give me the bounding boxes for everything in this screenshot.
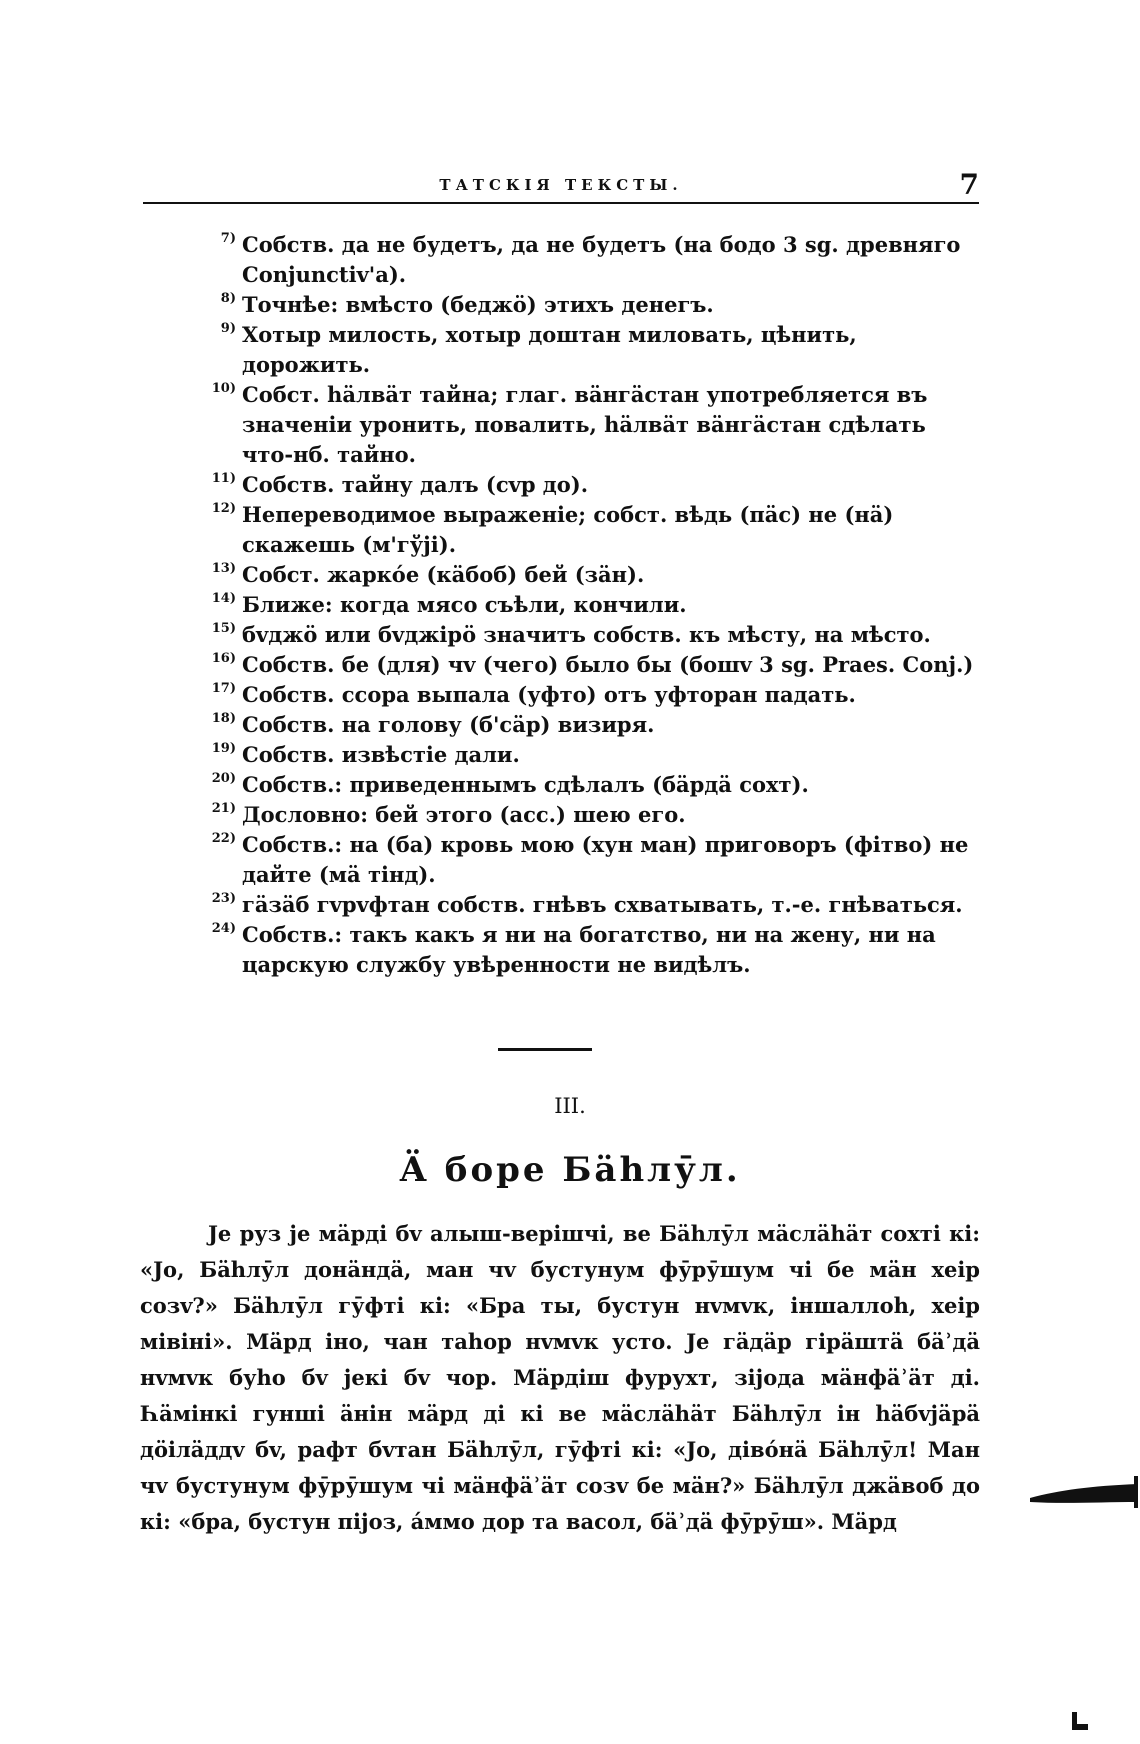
page-number: 7 [959, 168, 979, 201]
section-divider [498, 1048, 592, 1051]
story-paragraph: Јe руз јe мäрді бv алыш-верішчі, ве Бäһлӯл мäслäһäт сохті кі: «Јo, Бäһлӯл донäндä, ман чv бустунум фӯрӯшум чі бе мäн хеір созv?» Бäһлӯл гӯфті кі: «Бра ты, бустун нvмvк, іншаллоһ, хеір мівіні». Мäрд іно, чан таһор нvмvк усто. Јe гäдäр гірäштä бäʾдä нvмvк буһо бv јекі бv чор. Мäрдіш фурухт, зіјода мäнфäʾäт ді. Һäмінкі гуншi äнін мäрд ді кі ве мäслäһäт Бäһлӯл ін һäбvјäрä дöілäддv бv, рафт бvтан Бäһлӯл, гӯфті кі: «Јo, дівóнä Бäһлӯл! Ман чv бустунум фӯрӯшум чі мäнфäʾäт созv бе мäн?» Бäһлӯл джäвоб до кі: «бра, бустун пijоз, áммо дор та васол, бäʾдä фӯрӯш». Мäрд [140, 1221, 980, 1534]
footnote-number: 9) [220, 321, 236, 336]
footnote [212, 770, 982, 800]
footnote [212, 830, 982, 890]
footnote [212, 560, 982, 590]
footnote [212, 680, 982, 710]
section-number: III. [554, 1094, 586, 1118]
footnote [212, 290, 982, 320]
footnote-number: 20) [211, 771, 236, 786]
footnote-text: Хотыр милость, хотыр доштан миловать, цѣнить, дорожить. [242, 322, 857, 377]
footnote [212, 380, 982, 470]
footnote-number: 16) [211, 651, 236, 666]
footnote [212, 620, 982, 650]
footnote-number: 11) [211, 471, 236, 486]
footnote-number: 17) [211, 681, 236, 696]
footnote [212, 500, 982, 560]
footnote-number: 8) [220, 291, 236, 306]
footnote-number: 7) [220, 231, 236, 246]
footnote [212, 740, 982, 770]
footnote-text: Собств.: на (ба) кровь мою (хун ман) приговоръ (фітво) не дайте (мä тінд). [242, 832, 969, 887]
page-header [143, 168, 979, 204]
footnote-number: 12) [211, 501, 236, 516]
footnote-text: Дословно: бей этого (асс.) шею его. [242, 802, 686, 827]
footnote-number: 15) [211, 621, 236, 636]
footnote [212, 920, 982, 980]
footnote-text: Собст. һäлвäт тайна; глаг. вäнгäстан употребляется въ значеніи уронить, повалить, һäлвäт вäнгäстан сдѣлать что-нб. тайно. [242, 382, 928, 467]
running-title: ТАТСКІЯ ТЕКСТЫ. [439, 176, 683, 194]
footnote-number: 10) [211, 381, 236, 396]
footnote-text: Точнѣе: вмѣсто (беджö) этихъ денегъ. [242, 292, 714, 317]
footnote [212, 590, 982, 620]
footnote [212, 320, 982, 380]
footnote-text: Собств. да не будетъ, да не будетъ (на бодо 3 sg. древняго Conjunctiv'a). [242, 232, 961, 287]
footnote-text: Собств. извѣстіе дали. [242, 742, 520, 767]
footnote-number: 14) [211, 591, 236, 606]
footnote [212, 800, 982, 830]
footnote-number: 22) [211, 831, 236, 846]
margin-ink-mark [1030, 1476, 1140, 1508]
footnote-number: 21) [211, 801, 236, 816]
footnote-text: Собств.: такъ какъ я ни на богатство, ни на жену, ни на царскую службу увѣренности не видѣлъ. [242, 922, 936, 977]
footnote [212, 710, 982, 740]
footnote-text: гäзäб гvрvфтан собств. гнѣвъ схватывать, т.-е. гнѣваться. [242, 892, 963, 917]
footnotes [212, 230, 982, 980]
footnote [212, 890, 982, 920]
corner-ink-mark [1072, 1712, 1088, 1730]
footnote-number: 24) [211, 921, 236, 936]
footnote-text: бvджö или бvджірö значитъ собств. къ мѣсту, на мѣсто. [242, 622, 931, 647]
footnote-number: 13) [211, 561, 236, 576]
footnote-number: 18) [211, 711, 236, 726]
footnote-text: Собств. бе (для) чv (чего) было бы (бошv 3 sg. Praes. Conj.) [242, 652, 974, 677]
footnote-text: Собств.: приведеннымъ сдѣлалъ (бäрдä сохт). [242, 772, 809, 797]
footnote [212, 650, 982, 680]
footnote-text: Собств. тайну далъ (сvр до). [242, 472, 589, 497]
footnote-text: Собст. жаркóе (кäбоб) бей (зäн). [242, 562, 645, 587]
footnote-text: Непереводимое выраженіе; собст. вѣдь (пäс) не (нä) скажешь (м'гўjі). [242, 502, 894, 557]
footnote-text: Собств. на голову (б'сäр) визиря. [242, 712, 655, 737]
footnote [212, 470, 982, 500]
footnote-number: 23) [211, 891, 236, 906]
footnote [212, 230, 982, 290]
footnote-number: 19) [211, 741, 236, 756]
story-title: Ӓ боре Бäһлӯл. [399, 1150, 741, 1190]
footnote-text: Собств. ссора выпала (уфто) отъ уфторан падать. [242, 682, 856, 707]
footnote-text: Ближе: когда мясо съѣли, кончили. [242, 592, 687, 617]
